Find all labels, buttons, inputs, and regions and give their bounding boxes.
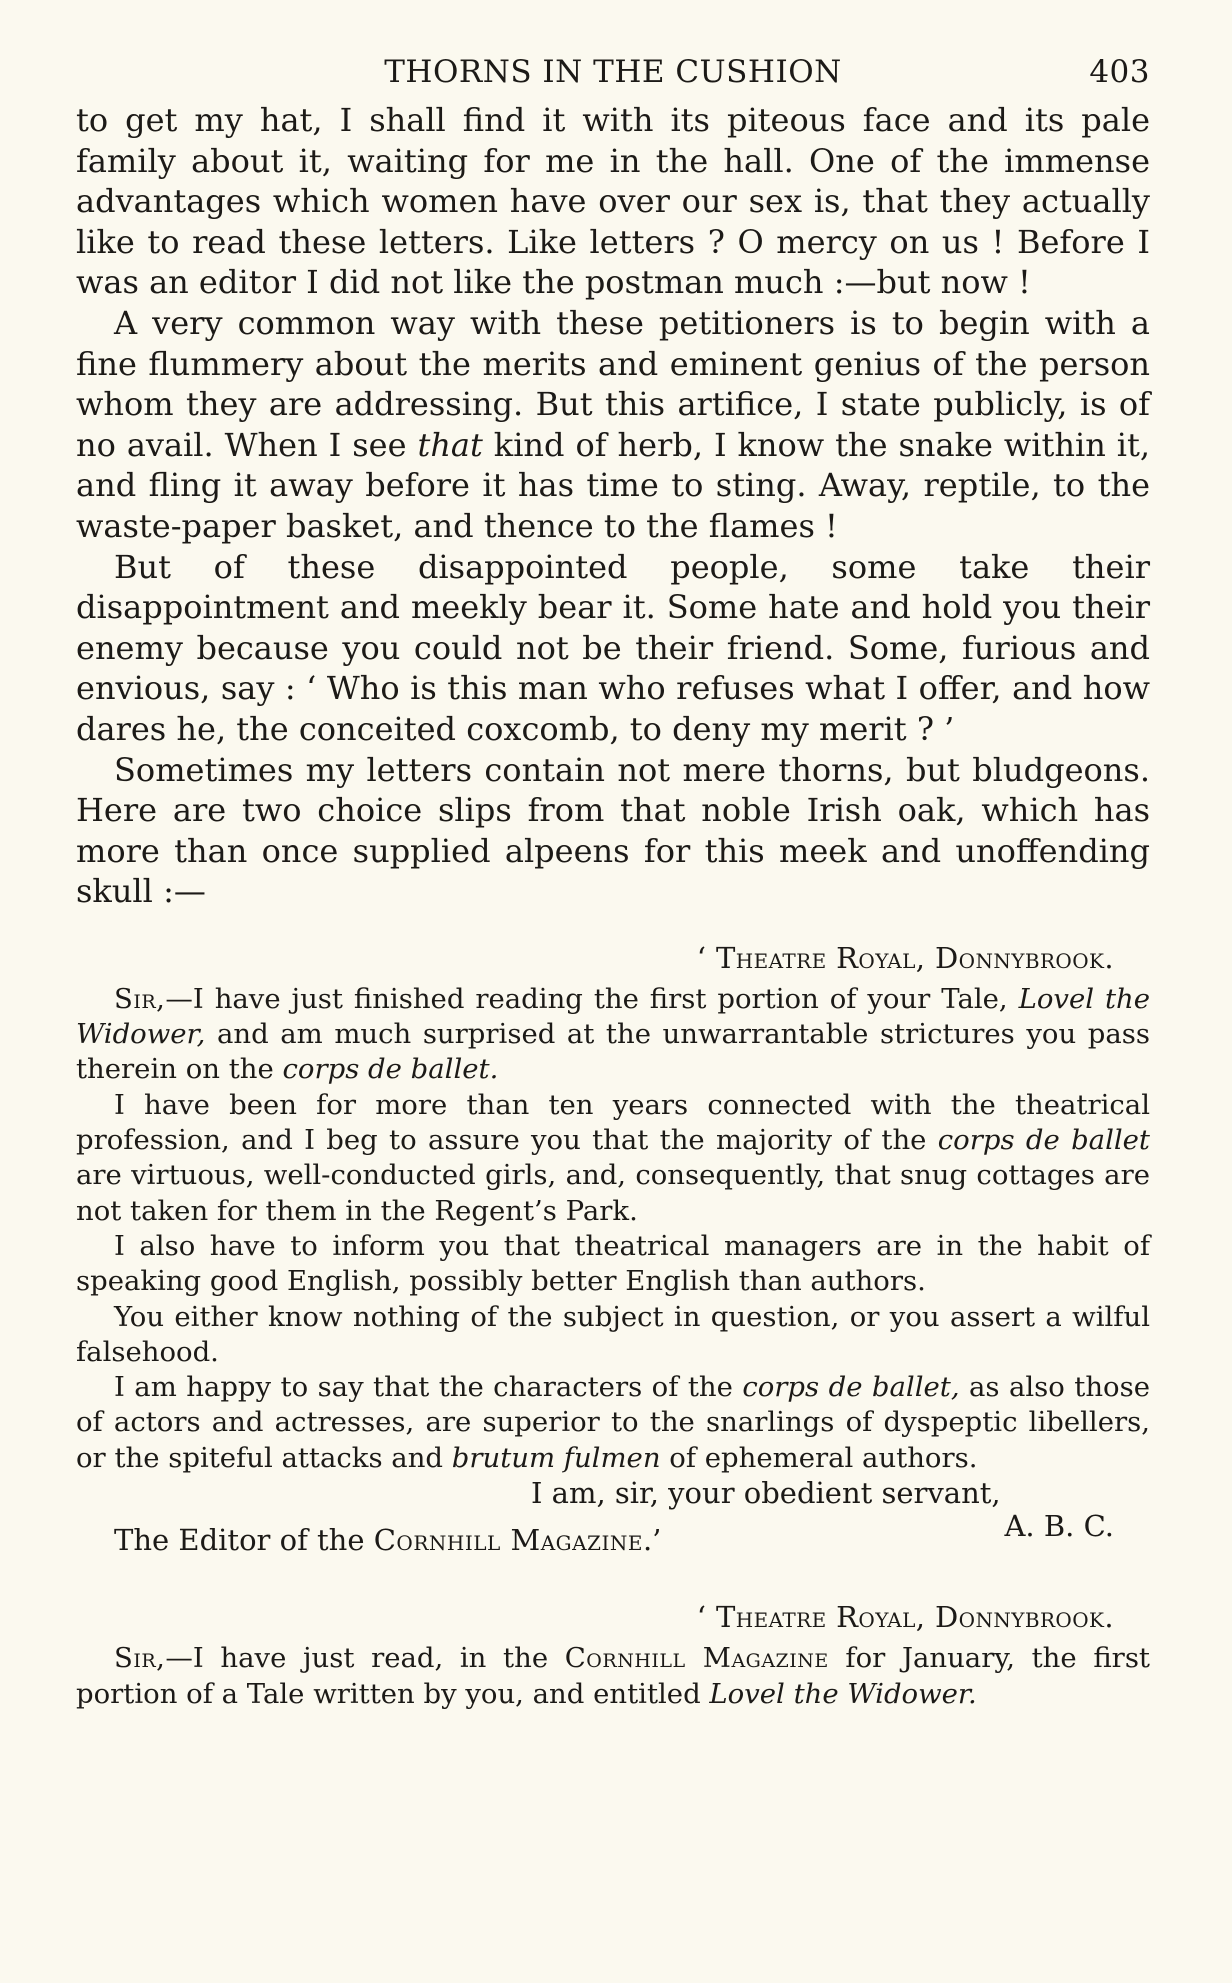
running-title: THORNS IN THE CUSHION	[384, 54, 842, 90]
paragraph-continued: to get my hat, I shall find it with its piteous face and its pale family about it, waiting for me in the hall. One of the immense advantages which women have over our sex is, that they actually like to read these letters. Like letters ? O mercy on us ! Before I was an editor I did not like the postman much :—but now !	[76, 101, 1150, 302]
magazine-name: Cornhill Magazine	[564, 1642, 829, 1675]
page-number: 403	[1089, 54, 1150, 90]
signature-row	[76, 1511, 1150, 1559]
letter-paragraph: I also have to inform you that theatrical managers are in the habit of speaking good English, possibly better English than authors.	[76, 1229, 1150, 1298]
paragraph-petitioners	[76, 303, 1150, 547]
letter-address: ‘ Theatre Royal, Donnybrook.	[696, 1600, 1114, 1635]
letter-one	[76, 940, 1150, 1559]
letter-text: of ephemeral authors.	[660, 1441, 978, 1474]
paragraph-bludgeons: Sometimes my letters contain not mere thorns, but bludgeons. Here are two choice slips from that noble Irish oak, which has more than once supplied alpeens for this meek and unoffending skull :—	[76, 750, 1150, 911]
tale-title: Lovel the Widower,	[76, 982, 1150, 1051]
letter-paragraph	[76, 1088, 1150, 1229]
running-head	[76, 40, 1150, 100]
letter-text: —I have just finished reading the first portion of your Tale,	[165, 982, 1019, 1015]
letter-paragraph	[76, 1641, 1150, 1712]
body-text	[76, 100, 1150, 912]
letter-address: ‘ Theatre Royal, Donnybrook.	[696, 940, 1114, 975]
letter-text: I am happy to say that the characters of the	[114, 1371, 743, 1404]
letter-paragraph	[76, 1370, 1150, 1476]
italic-phrase: corps de ballet	[937, 1124, 1150, 1157]
italic-phrase: corps de ballet,	[742, 1371, 960, 1404]
italic-emphasis: that	[417, 425, 483, 464]
letter-text: for January, the first portion of a Tale written by you, and entitled	[76, 1642, 1150, 1710]
italic-phrase: brutum fulmen	[451, 1441, 661, 1474]
paragraph-text: kind of herb, I know the snake within it, and fling it away before it has time to sting. Away, reptile, to the waste-paper basket, and thence to the flames !	[76, 425, 1151, 545]
addressee-text: The Editor of the	[114, 1523, 374, 1558]
italic-phrase: corps de ballet.	[282, 1053, 499, 1086]
magazine-name: Cornhill Magazine	[373, 1523, 643, 1558]
letter-closing: I am, sir, your obedient servant,	[531, 1476, 1001, 1511]
salutation: Sir,	[114, 982, 166, 1015]
letter-text: are virtuous, well-conducted girls, and, consequently, that snug cottages are not taken for them in the Regent’s Park.	[76, 1159, 1150, 1227]
letter-paragraph	[76, 982, 1150, 1088]
addressee	[114, 1523, 661, 1558]
letter-text: and am much surprised at the unwarrantable strictures you pass therein on the	[76, 1018, 1150, 1086]
paragraph-text: A very common way with these petitioners is to begin with a fine flummery about the merits and eminent genius of the person whom they are addressing. But this artifice, I state publicly, is of no avail. When I see	[76, 303, 1150, 464]
letter-text: as also those of actors and actresses, are superior to the snarlings of dyspeptic libellers, or the spiteful attacks and	[76, 1371, 1150, 1474]
addressee-text: .’	[642, 1523, 662, 1558]
letter-paragraph: You either know nothing of the subject in question, or you assert a wilful falsehood.	[76, 1300, 1150, 1368]
paragraph-disappointed: But of these disappointed people, some take their disappointment and meekly bear it. Some hate and hold you their enemy because you could not be their friend. Some, furious and envious, say : ‘ Who is this man who refuses what I offer, and how dares he, the conceited coxcomb, to deny my merit ? ’	[76, 547, 1150, 748]
letter-text: I have been for more than ten years connected with the theatrical profession, and I beg to assure you that the majority of the	[76, 1088, 1150, 1157]
salutation: Sir,	[114, 1642, 166, 1675]
tale-title: Lovel the Widower.	[709, 1677, 977, 1710]
letter-two	[76, 1599, 1150, 1712]
letter-text: —I have just read, in the	[165, 1642, 565, 1675]
signature-initials: A. B. C.	[1004, 1509, 1114, 1544]
